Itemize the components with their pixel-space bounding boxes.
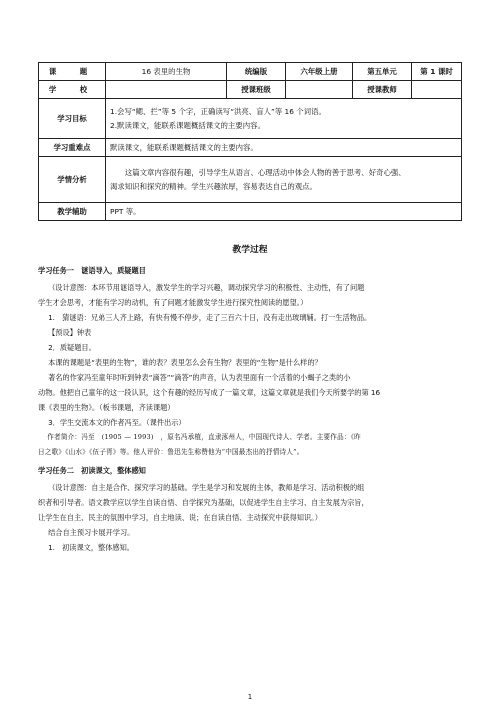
analysis-line-2: 渴求知识和探究的精神。学生兴趣浓厚，容易表达自己的观点。 (110, 181, 317, 191)
goal-content (106, 99, 462, 139)
edition-value: 统编版 (227, 63, 286, 81)
period-value: 第 1 课时 (412, 63, 462, 81)
task2-design-3: 让学生在自主、民主的氛围中学习，自主地读、说；在自读自悟、主动探究中获得知识。） (38, 513, 322, 522)
task1-preset: 【预设】钟表 (48, 328, 92, 337)
key-content: 默读课文，能联系课题概括课文的主要内容。 (106, 139, 462, 157)
process-body (38, 263, 462, 555)
task1-design-2: 学生才会思考，才能有学习的动机，有了问题才能激发学生进行探究性阅读的愿望。） (38, 298, 308, 307)
task1-step3: 3．学生交流本文的作者冯至。（课件出示） (48, 418, 186, 427)
school-header: 学 校 (39, 81, 106, 99)
task2-design-2: 织者和引导者。语文教学应以学生自读自悟、自学探究为基础，以促进学生自主学习、自主发展为宗旨， (38, 498, 369, 507)
aid-content: PPT 等。 (106, 203, 462, 221)
analysis-content (106, 157, 462, 203)
class-value (286, 81, 353, 99)
class-header: 授课班级 (227, 81, 286, 99)
teacher-value (412, 81, 462, 99)
task2-title: 学习任务二 初读课文，整体感知 (38, 466, 146, 475)
grade-value: 六年级上册 (286, 63, 353, 81)
task1-question: 本课的课题是“表里的生物”，谁的表？表里怎么会有生物？表里的“生物”是什么样的？ (48, 358, 322, 367)
author-line-2: 日之歌》《山水》《伍子胥》等。他人评价：鲁迅先生称赞他为“中国最杰出的抒情诗人”。 (38, 448, 304, 456)
page-number: 1 (247, 693, 253, 701)
key-header: 学习重难点 (39, 139, 106, 157)
task1-step1: 1. 猜谜语：兄弟三人齐上路，有快有慢不停步，走了三百六十日，没有走出玻璃辅。打一生活物品。 (48, 313, 372, 322)
task2-line1: 结合自主预习卡展开学习。 (48, 528, 135, 537)
task1-title: 学习任务一 谜语导入，质疑题目 (38, 266, 146, 275)
process-title: 教学过程 (232, 245, 268, 255)
analysis-line-1: 这篇文章内容很有趣，引导学生从语言、心理活动中体会人物的善于思考、好奇心强、 (124, 167, 406, 177)
task1-step2: 2．质疑题目。 (48, 343, 96, 352)
lesson-info-table (38, 62, 462, 221)
task2-line2: 1. 初读课文，整体感知。 (48, 543, 134, 552)
school-value (106, 81, 227, 99)
topic-header: 课 题 (39, 63, 106, 81)
task1-design-1: （设计意图：本环节用谜语导入，激发学生的学习兴趣，调动探究学习的积极性、主动性，有了问题 (48, 283, 365, 292)
goal-line-2: 2.默读课文，能联系课题概括课文的主要内容。 (110, 120, 265, 130)
teacher-header: 授课教师 (353, 81, 412, 99)
goal-header: 学习目标 (39, 99, 106, 139)
task1-intro-1: 著名的作家冯至童年时听到钟表“滴答”“滴答”的声音，认为表里面有一个活着的小蝎子之类的小 (48, 373, 351, 382)
analysis-header: 学情分析 (39, 157, 106, 203)
goal-line-1: 1.会写“鳃、拦”等 5 个字，正确读写“洪亮、盲人”等 16 个词语。 (110, 106, 326, 116)
task2-design-1: （设计意图：自主是合作、探究学习的基础。学生是学习和发展的主体，教师是学习、活动积极的组 (48, 483, 365, 492)
topic-value: 16 表里的生物 (106, 63, 227, 81)
aid-header: 教学辅助 (39, 203, 106, 221)
task1-intro-2: 动物。他把自己童年的这一段认识，这个有趣的经历写成了一篇文章，这篇文章就是我们今天所要学的第 16 (38, 388, 381, 397)
task1-intro-3: 课《表里的生物》。（板书课题，齐读课题） (38, 403, 175, 412)
author-line-1: 作者简介：冯至 (1905 — 1993) ，原名冯承植，直隶涿州人，中国现代诗人、学者。主要作品：《昨 (47, 433, 361, 441)
unit-value: 第五单元 (353, 63, 412, 81)
